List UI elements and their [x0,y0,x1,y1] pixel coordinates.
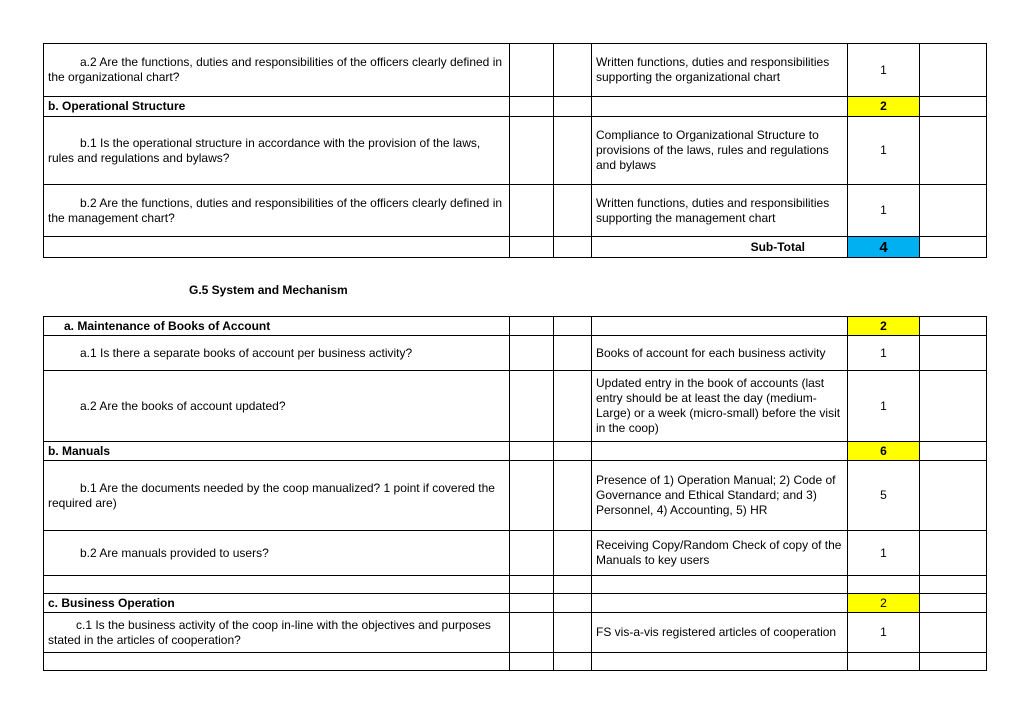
heading-manuals: b. Manuals [44,442,510,461]
heading-books-of-account: a. Maintenance of Books of Account [44,317,510,336]
section-title: G.5 System and Mechanism [189,283,348,297]
score-a2: 1 [848,44,920,97]
score-a1: 1 [848,336,920,371]
evidence-b2: Written functions, duties and responsibilities supporting the management chart [592,185,848,237]
evidence-b2-manuals: Receiving Copy/Random Check of copy of the Manuals to key users [592,531,848,576]
score-b2: 1 [848,185,920,237]
question-b1-manuals: b.1 Are the documents needed by the coop manualized? 1 point if covered the required are) [44,461,510,531]
evidence-a2-books: Updated entry in the book of accounts (last entry should be at least the day (medium-Large) or a week (micro-small) before the visit in the coop) [592,371,848,442]
score-b-manuals-total: 6 [848,442,920,461]
score-b1-manuals: 5 [848,461,920,531]
subtotal-score: 4 [848,237,920,258]
question-b2: b.2 Are the functions, duties and responsibilities of the officers clearly defined in the management chart? [44,185,510,237]
heading-business-operation: c. Business Operation [44,594,510,613]
evidence-b1-manuals: Presence of 1) Operation Manual; 2) Code of Governance and Ethical Standard; and 3) Personnel, 4) Accounting, 5) HR [592,461,848,531]
evidence-a1: Books of account for each business activity [592,336,848,371]
question-a1: a.1 Is there a separate books of account per business activity? [44,336,510,371]
question-b2-manuals: b.2 Are manuals provided to users? [44,531,510,576]
heading-operational-structure: b. Operational Structure [44,97,510,117]
score-b-total: 2 [848,97,920,117]
evidence-b1: Compliance to Organizational Structure to provisions of the laws, rules and regulations and bylaws [592,117,848,185]
evidence-a2: Written functions, duties and responsibilities supporting the organizational chart [592,44,848,97]
question-c1: c.1 Is the business activity of the coop in-line with the objectives and purposes stated in the articles of cooperation? [44,613,510,653]
subtotal-label: Sub-Total [592,237,848,258]
governance-table [43,43,987,258]
score-c-total: 2 [848,594,920,613]
question-a2-books: a.2 Are the books of account updated? [44,371,510,442]
question-a2: a.2 Are the functions, duties and responsibilities of the officers clearly defined in the organizational chart? [44,44,510,97]
score-a-total: 2 [848,317,920,336]
evidence-c1: FS vis-a-vis registered articles of cooperation [592,613,848,653]
score-b1: 1 [848,117,920,185]
system-mechanism-table [43,316,987,671]
score-a2-books: 1 [848,371,920,442]
score-b2-manuals: 1 [848,531,920,576]
question-b1: b.1 Is the operational structure in accordance with the provision of the laws, rules and regulations and bylaws? [44,117,510,185]
score-c1: 1 [848,613,920,653]
